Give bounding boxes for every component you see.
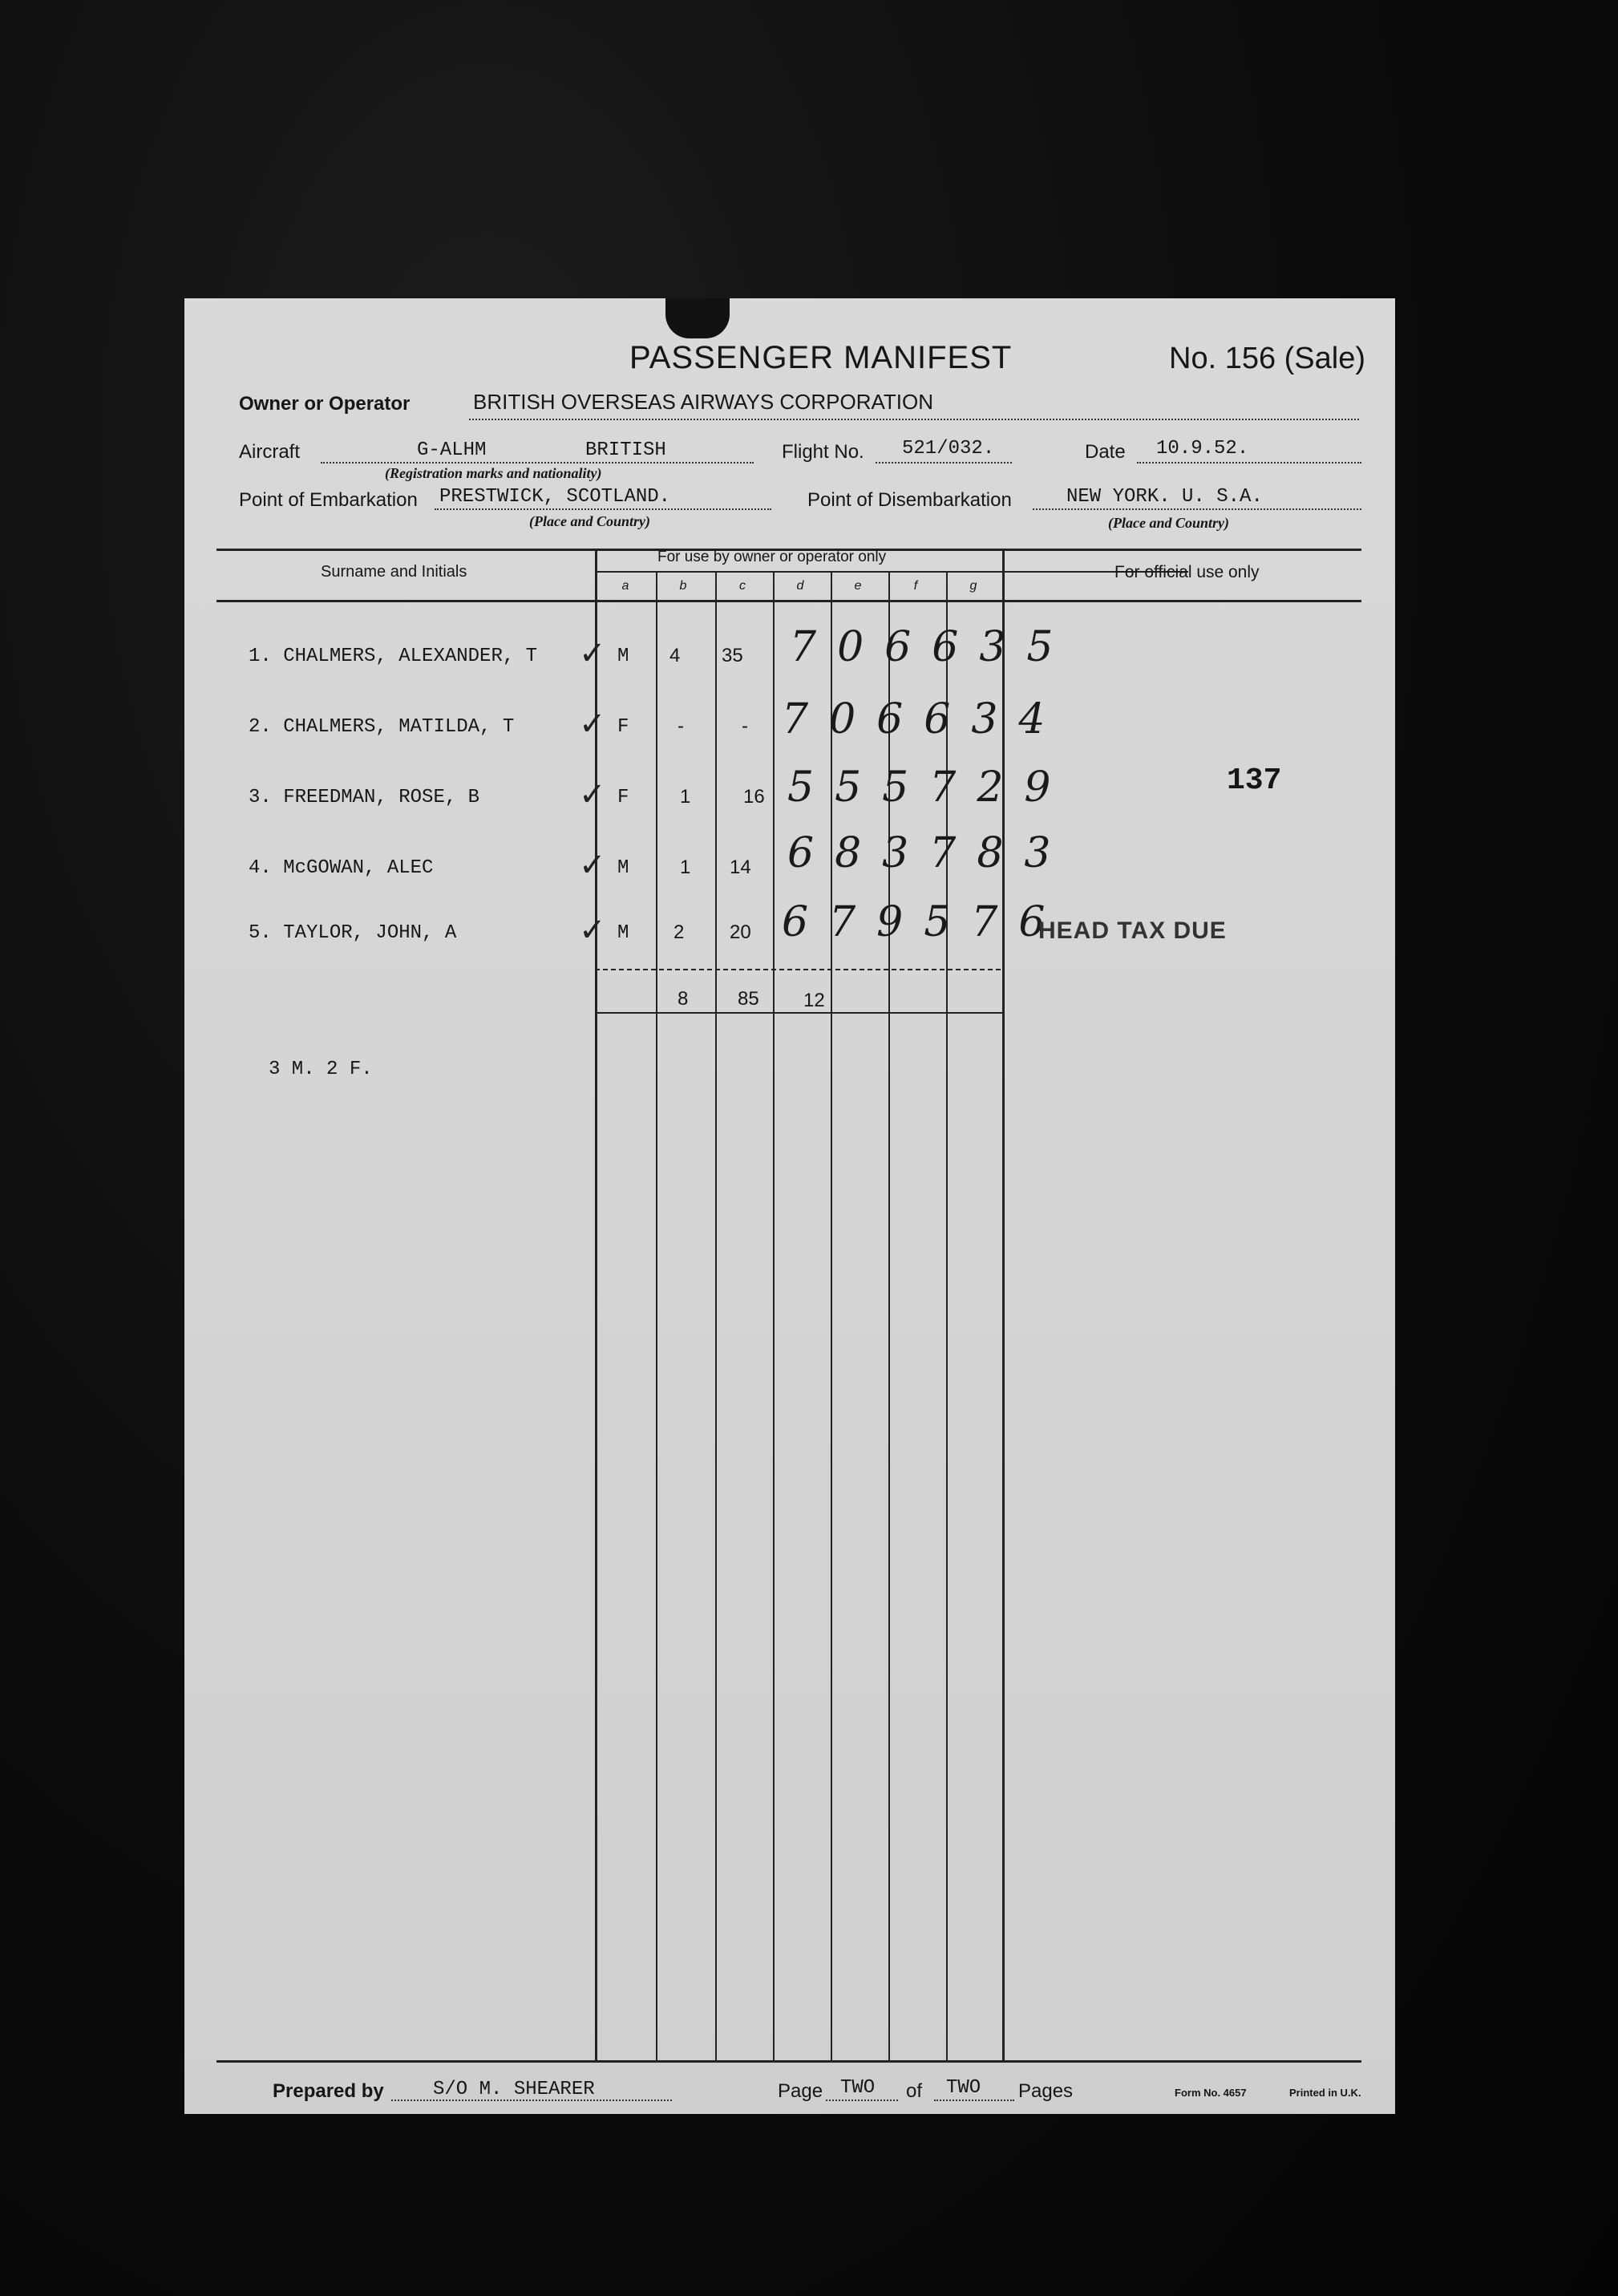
owner-value: BRITISH OVERSEAS AIRWAYS CORPORATION — [473, 390, 934, 414]
date-value: 10.9.52. — [1156, 438, 1249, 460]
of-label: of — [906, 2080, 923, 2102]
page-dotted-line — [826, 2100, 898, 2101]
passenger-name: 3. FREEDMAN, ROSE, B — [249, 787, 480, 808]
handwritten-number: 683783 — [787, 829, 1072, 877]
table-header-rule — [216, 600, 1361, 602]
aircraft-dotted-line — [321, 462, 754, 464]
col-line-2 — [656, 571, 657, 2060]
cell-c: 35 — [722, 645, 743, 666]
disembarkation-dotted-line — [1033, 508, 1361, 510]
flight-label: Flight No. — [782, 441, 864, 463]
surname-header: Surname and Initials — [321, 563, 467, 581]
prepared-value: S/O M. SHEARER — [433, 2079, 595, 2100]
embarkation-dotted-line — [435, 508, 771, 510]
handwritten-number: 679576 — [782, 898, 1066, 946]
prepared-label: Prepared by — [273, 2080, 384, 2102]
of-dotted-line — [934, 2100, 1014, 2101]
aircraft-nationality: BRITISH — [585, 439, 666, 461]
aircraft-label: Aircraft — [239, 441, 301, 463]
col-c-header: c — [739, 579, 746, 593]
total-c: 85 — [738, 988, 759, 1010]
col-a-header: a — [621, 579, 629, 593]
col-g-header: g — [969, 579, 977, 593]
cell-a: M — [617, 646, 629, 667]
check-mark: ✓ — [579, 913, 606, 948]
page-notch — [665, 298, 730, 338]
col-line-3 — [715, 571, 717, 2060]
totals-top-rule — [595, 969, 1001, 970]
footer-rule — [216, 2060, 1361, 2063]
handwritten-number: 555729 — [787, 763, 1072, 812]
col-d-header: d — [796, 579, 804, 593]
disembarkation-caption: (Place and Country) — [1108, 515, 1229, 531]
passenger-name: 4. McGOWAN, ALEC — [249, 857, 434, 879]
handwritten-number: 706635 — [790, 623, 1074, 671]
page-title: PASSENGER MANIFEST — [629, 340, 1013, 375]
form-code: Form No. 4657 — [1175, 2087, 1247, 2099]
cell-b: 2 — [673, 921, 685, 943]
disembarkation-label: Point of Disembarkation — [807, 489, 1012, 511]
passenger-name: 2. CHALMERS, MATILDA, T — [249, 716, 515, 738]
passenger-name: 1. CHALMERS, ALEXANDER, T — [249, 646, 538, 667]
cell-c: - — [742, 715, 748, 737]
official-number: 137 — [1227, 763, 1282, 798]
cell-c: 20 — [730, 921, 751, 943]
cell-a: M — [617, 857, 629, 879]
check-mark: ✓ — [579, 707, 606, 742]
pages-label: Pages — [1018, 2080, 1074, 2102]
date-label: Date — [1085, 441, 1126, 463]
page-label: Page — [778, 2080, 823, 2102]
subheader-rule — [597, 571, 1188, 573]
cell-b: 4 — [669, 645, 681, 666]
of-value: TWO — [946, 2077, 981, 2099]
manifest-sheet — [184, 298, 1395, 2114]
check-mark: ✓ — [579, 777, 606, 812]
printed-note: Printed in U.K. — [1289, 2087, 1361, 2099]
passenger-name: 5. TAYLOR, JOHN, A — [249, 922, 457, 944]
col-line-4 — [773, 571, 775, 2060]
cell-c: 14 — [730, 856, 751, 878]
gender-summary: 3 M. 2 F. — [269, 1059, 373, 1080]
form-number: No. 156 (Sale) — [1169, 342, 1366, 375]
cell-a: M — [617, 922, 629, 944]
aircraft-caption: (Registration marks and nationality) — [385, 465, 602, 481]
embarkation-caption: (Place and Country) — [529, 513, 650, 529]
flight-value: 521/032. — [902, 438, 995, 460]
official-use-header: For official use only — [1114, 563, 1260, 581]
embarkation-value: PRESTWICK, SCOTLAND. — [439, 486, 671, 508]
flight-dotted-line — [876, 462, 1012, 464]
total-b: 8 — [678, 988, 689, 1010]
check-mark: ✓ — [579, 636, 606, 671]
cell-a: F — [617, 716, 629, 738]
disembarkation-value: NEW YORK. U. S.A. — [1066, 486, 1263, 508]
owner-label: Owner or Operator — [239, 393, 411, 415]
col-line-1 — [595, 549, 597, 2060]
cell-b: 1 — [680, 786, 691, 808]
cell-a: F — [617, 787, 629, 808]
check-mark: ✓ — [579, 848, 606, 883]
totals-bottom-rule — [595, 1012, 1002, 1014]
col-e-header: e — [854, 579, 862, 593]
cell-b: 1 — [680, 856, 691, 878]
embarkation-label: Point of Embarkation — [239, 489, 418, 511]
aircraft-registration: G-ALHM — [417, 439, 487, 461]
date-dotted-line — [1137, 462, 1361, 464]
cell-b: - — [678, 715, 684, 737]
owner-use-header: For use by owner or operator only — [657, 549, 887, 565]
cell-c: 16 — [743, 786, 765, 808]
col-f-header: f — [913, 579, 918, 593]
page-value: TWO — [840, 2077, 876, 2099]
head-tax-stamp: HEAD TAX DUE — [1038, 917, 1227, 944]
col-b-header: b — [679, 579, 687, 593]
total-d: 12 — [803, 990, 825, 1011]
handwritten-number: 706634 — [782, 695, 1066, 743]
owner-dotted-line — [469, 419, 1359, 420]
